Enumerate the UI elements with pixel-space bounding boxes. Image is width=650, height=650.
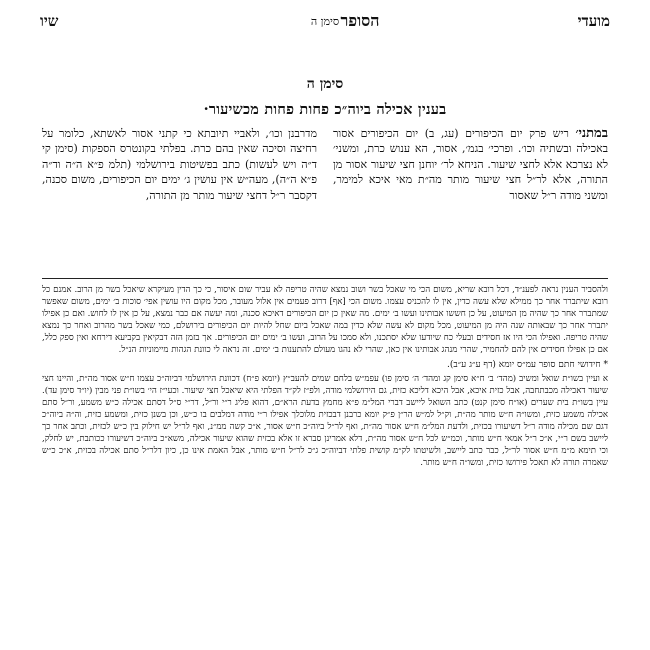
footnote-a: א ועיין בשו״ת שואל ומשיב (מהד׳ ב׳ ח״א סימן קג ומהד׳ ה׳ סימן פו) עפמ״ש בלחם שמים להעב״ץ (יומא פ״ח) דכוונת הירושלמי דביוה״כ עצמו ח״ש אסור מה״ת, והיינו חצי שיעור דאכילה מכבתחבה, אבל כזית איכא, אבל היכא דליכא כזית, גם הירושלמי מודה, ולפ״ז לק״ד הפלתי היא שיאכל חצי שיעור. וכעי״ז הי׳ בשו״ת פני מבין (יו״ד סימן עד). עיין בשו״ת בית שערים (או״ח סימן קנט) כתב השואל ליישב דברי המל״מ פ״א מחמץ בדעת הרא״ם, דהוא פליג ר״י ור״ל, דר״י ס״ל דסתם אכילה כ״ש משמע, ור״ל סתם אכילה משמע כזית, ומשו״ה ח״ש מותר מה״ת, וק״ל למ״ש הר״ן פ״ק יומא כרבנן דבכזית מלוכלך אפילו ר״י מודה דמלבים בו כ״ש, וכן בשנן כזית, ומשמע כזית, וה״ה ביוה״כ דגם שם מכילה מודה ר״ל דשיעורו בכזית, ולדעת המל״מ ח״ש אסור מה״ת, ואף לר״ל ביוה״כ ח״ש אסור, א״כ קשה ממ״נ, ואף לר״ל יש חילוק בין כ״ש לכזית, וכתב אחר כך ליישב בשם ר״י, א״כ ר״ל אמאי ח״ש מותר, וכמ״ש לכל ח״ש אסור מה״ת, דלא אמרינן סברא זו אלא בכזית שהוא שיעור אכילה, משא״כ ביוה״כ דשיעורו ככותבת, יש לחלק, וכי תימא מ״מ ח״ש אסור לר״ל, כבר כתב ליישב, ולשיטתו לק״מ קושית פלתי דביוה״כ ג״כ לר״ל ח״ש מותר, אבל האמת אינו כן, כיון דלר״ל סתם אכילה בכזית, א״כ כ״ש שאמרה תורה לא תאכל פירושו כזית, ומשו״ה ח״ש מותר. <box>42 373 608 469</box>
footnote-source: * חידושי חתם סופר עמ״ס יומא (דף ע״ג ע״ב). <box>447 359 608 370</box>
footnote-intro: ולהסביר הענין נראה לפענ״ד, דכל רובא שריא, משום הכי מי שאכל בשר ושוב נמצא שהיה טריפה לא עביר שום איסור, כי כך הדין מעיקרא שיאכל בשר מן הרוב. אמנם כל רובא שיתברר אחר כך ממילא שלא עשה כדין, אין לו להכניס עצמו. משום הכי [אף] דרוב פעמים אין אלול מעובר, מכל מקום היו עושין אפי׳ סוכות ב׳ ימים, משום שאפשר שמתברר אחר כך שהיה מן המיעוט, על כן חששו אבותינו ועשו ב׳ ימים. מה שאין כן יום הכיפורים דאיכא סכנה, ומה יעשה אם כבר נמצא, על כן אין לו לחוש. ואם כן אפילו יתברר אחר כך שבאותה שנה היה מן המיעוט, מכל מקום לא עשה שלא כדין במה שאכל ביום שחל להיות יום הכיפורים בירושלם, כמי שאכל בשר מהרוב ואחר כך נמצא שהיה טריפה. ואפילו הכי היו אז חסידים ובעלי כח שיודעו שלא יסתכנו, ולא סמכו על הרוב, ועשו ב׳ ימים יום הכיפורים. אך בזמן הזה דבקיאין בקביעא דירחא ואין ספק כלל, אם כן אפילו חסידים אין להם להחמיר, שהרי מנהג אבותינו אין כאן, שהרי לא נהגו מעולם להתענות ב׳ ימים. זה נראה לי כוונת הגהות מיימוניות הנ״ל. <box>42 285 608 356</box>
footnote-divider <box>42 278 608 279</box>
opening-word: במתני׳ <box>575 126 608 141</box>
left-column-text: מדרבנן וכו׳, ולאביי תיובתא כי קתני אסור לאשתא, כלומר על רחיצה וסיכה שאין בהם כרת. בפלתי בקונטרס הספקות (סימן קי ד״ה ויש לעשות) כתב בפשיטות בירושלמי (תלמ פ״א ה״ה וד״ה פ״א ה״ה), מעה״ש אין עושין ג׳ ימים יום הכיפורים, משום סכנה, דקסבר ר״ל דחצי שיעור מותר מן התורה, <box>42 127 317 202</box>
header-siman-label: סימן ה <box>310 14 340 28</box>
main-text-right-column <box>333 126 608 266</box>
running-header <box>40 8 610 34</box>
main-text-left-column <box>42 126 317 266</box>
right-column-text: ריש פרק יום הכיפורים (עג, ב) יום הכיפורים אסור באכילה ובשתיה וכו׳. ופרכי׳ בגמ׳, אסור, הא ענוש כרת, ומשני׳ לא נצרכא אלא לחצי שיעור. הניחא לר׳ יוחנן חצי שיעור אסור מן התורה, אלא לר״ל חצי שיעור מותר מה״ת מאי איכא למימר, ומשני מודה ר״ל שאסור <box>333 127 608 202</box>
header-title-right: מועדי <box>577 11 610 30</box>
section-subject: בענין אכילה ביוה״כ פחות פחות מכשיעור· <box>203 101 447 118</box>
section-title: סימן ה <box>306 76 344 92</box>
main-text-columns <box>42 126 608 266</box>
page-number: שיו <box>40 11 59 30</box>
footnotes <box>42 284 608 471</box>
header-book-title: הסופר <box>340 11 380 30</box>
